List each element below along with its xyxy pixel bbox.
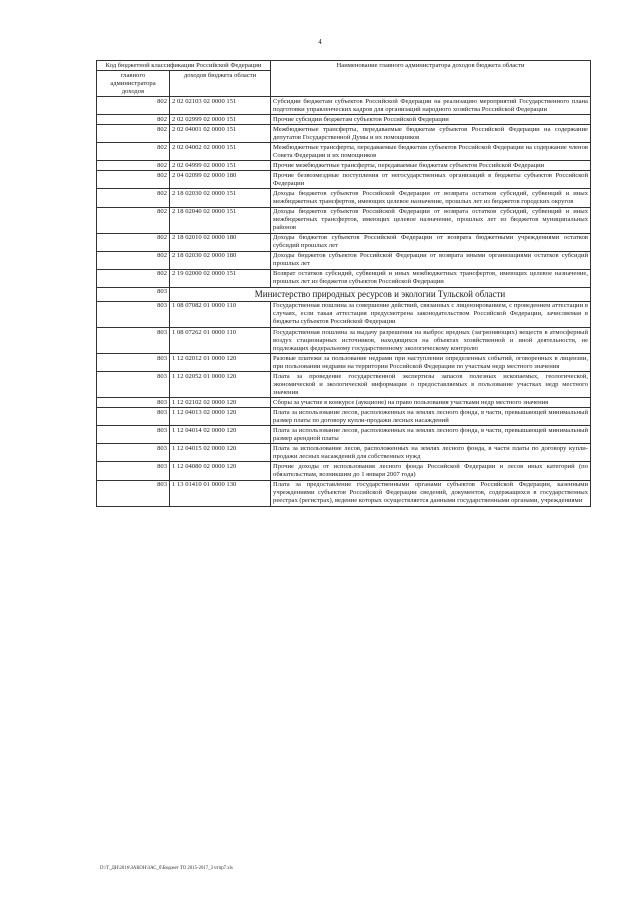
- table-row: [97, 301, 591, 327]
- table-row: [97, 372, 591, 398]
- admin-code-cell: 803: [97, 408, 170, 426]
- admin-code-cell: 802: [97, 171, 170, 189]
- name-cell: Доходы бюджетов субъектов Российской Федерации от возврата иными организациями остатков субсидий прошлых лет: [271, 251, 591, 269]
- table-row: [97, 189, 591, 207]
- admin-code-cell: 803: [97, 462, 170, 480]
- header-code-group: Код бюджетной классификации Российской Федерации: [97, 61, 271, 71]
- name-cell: Плата за использование лесов, расположенных на землях лесного фонда, в части, превышающей минимальный размер арендной платы: [271, 426, 591, 444]
- income-code-cell: 1 12 04080 02 0000 120: [170, 462, 271, 480]
- name-cell: Прочие безвозмездные поступления от негосударственных организаций в бюджеты субъектов Российской Федерации: [271, 171, 591, 189]
- admin-code-cell: 803: [97, 398, 170, 408]
- table-body-803: [97, 301, 591, 506]
- name-cell: Возврат остатков субсидий, субвенций и иных межбюджетных трансфертов, имеющих целевое назначение, прошлых лет из бюджетов субъектов Российской Федерации: [271, 269, 591, 287]
- table-row: [97, 480, 591, 506]
- income-code-cell: 1 08 07262 01 0000 110: [170, 328, 271, 354]
- admin-code-cell: 803: [97, 480, 170, 506]
- income-code-cell: 2 18 02030 02 0000 180: [170, 251, 271, 269]
- income-code-cell: 2 02 02999 02 0000 151: [170, 115, 271, 125]
- name-cell: Доходы бюджетов субъектов Российской Федерации от возврата остатков субсидий, субвенций и иных межбюджетных трансфертов, имеющих целевое назначение, прошлых лет из бюджетов муниципальных районов: [271, 207, 591, 233]
- income-code-cell: 2 19 02000 02 0000 151: [170, 269, 271, 287]
- income-code-cell: 1 12 02012 01 0000 120: [170, 354, 271, 372]
- name-cell: Государственная пошлина за совершение действий, связанных с лицензированием, с проведением аттестации в случаях, если такая аттестация предусмотрена законодательством Российской Федерации, зачисляемая в бюджеты субъектов Российской Федерации: [271, 301, 591, 327]
- income-code-cell: 2 18 02010 02 0000 180: [170, 233, 271, 251]
- name-cell: Доходы бюджетов субъектов Российской Федерации от возврата бюджетными учреждениями остатков субсидий прошлых лет: [271, 233, 591, 251]
- income-code-cell: 2 02 02103 02 0000 151: [170, 97, 271, 115]
- admin-code-cell: 802: [97, 125, 170, 143]
- table-row: [97, 207, 591, 233]
- ministry-section: [97, 287, 591, 301]
- page-number: 4: [318, 38, 322, 46]
- budget-table: [96, 60, 591, 507]
- table-row: [97, 251, 591, 269]
- income-code-cell: 1 12 02052 01 0000 120: [170, 372, 271, 398]
- name-cell: Межбюджетные трансферты, передаваемые бюджетам субъектов Российской Федерации на содержание членов Совета Федерации и их помощников: [271, 143, 591, 161]
- income-code-cell: 1 12 04015 02 0000 120: [170, 444, 271, 462]
- table-row: [97, 426, 591, 444]
- admin-code-cell: 802: [97, 251, 170, 269]
- file-path-footer: D:\Т_ДН\2016\ЗАКОН\ЗАС_б\Бюджет ТО 2015-2017_3 чтпр7.xls: [100, 866, 233, 871]
- ministry-admin: 803: [97, 287, 170, 301]
- income-code-cell: 2 02 04002 02 0000 151: [170, 143, 271, 161]
- name-cell: Плата за использование лесов, расположенных на землях лесного фонда, в части платы по договору купли-продажи лесных насаждений для собственных нужд: [271, 444, 591, 462]
- admin-code-cell: 803: [97, 328, 170, 354]
- table-row: [97, 143, 591, 161]
- admin-code-cell: 802: [97, 161, 170, 171]
- name-cell: Прочие доходы от использования лесного фонда Российской Федерации и лесов иных категорий (по обязательствам, возникшим до 1 января 2007 года): [271, 462, 591, 480]
- name-cell: Плата за предоставление государственными органами субъектов Российской Федерации, казенными учреждениями субъектов Российской Федерации сведений, документов, содержащихся в государственных реестрах (регистрах), ведение которых осуществляется данными государственными органами, учреждениями: [271, 480, 591, 506]
- income-code-cell: 1 13 01410 01 0000 130: [170, 480, 271, 506]
- name-cell: Государственная пошлина за выдачу разрешения на выброс вредных (загрязняющих) веществ в атмосферный воздух стационарных источников, находящихся на объектах хозяйственной и иной деятельности, не подлежащих федеральному государственному экологическому контролю: [271, 328, 591, 354]
- admin-code-cell: 802: [97, 143, 170, 161]
- admin-code-cell: 803: [97, 354, 170, 372]
- table-row: [97, 269, 591, 287]
- header-income: доходов бюджета области: [170, 71, 271, 97]
- name-cell: Доходы бюджетов субъектов Российской Федерации от возврата остатков субсидий, субвенций и иных межбюджетных трансфертов, имеющих целевое назначение, прошлых лет из бюджетов городских округов: [271, 189, 591, 207]
- income-code-cell: 2 02 04999 02 0000 151: [170, 161, 271, 171]
- name-cell: Прочие межбюджетные трансферты, передаваемые бюджетам субъектов Российской Федерации: [271, 161, 591, 171]
- income-code-cell: 2 02 04001 02 0000 151: [170, 125, 271, 143]
- name-cell: Межбюджетные трансферты, передаваемые бюджетам субъектов Российской Федерации на содержание депутатов Государственной Думы и их помощников: [271, 125, 591, 143]
- admin-code-cell: 802: [97, 115, 170, 125]
- income-code-cell: 1 08 07082 01 0000 110: [170, 301, 271, 327]
- income-code-cell: 1 12 04014 02 0000 120: [170, 426, 271, 444]
- admin-code-cell: 803: [97, 372, 170, 398]
- admin-code-cell: 802: [97, 189, 170, 207]
- admin-code-cell: 802: [97, 269, 170, 287]
- name-cell: Сборы за участие в конкурсе (аукционе) на право пользования участками недр местного значения: [271, 398, 591, 408]
- income-code-cell: 2 18 02040 02 0000 151: [170, 207, 271, 233]
- ministry-row: [97, 287, 591, 301]
- table-row: [97, 161, 591, 171]
- admin-code-cell: 802: [97, 207, 170, 233]
- name-cell: Плата за использование лесов, расположенных на землях лесного фонда, в части, превышающей минимальный размер платы по договору купли-продажи лесных насаждений: [271, 408, 591, 426]
- admin-code-cell: 803: [97, 301, 170, 327]
- table-row: [97, 97, 591, 115]
- income-code-cell: 1 12 04013 02 0000 120: [170, 408, 271, 426]
- admin-code-cell: 802: [97, 233, 170, 251]
- admin-code-cell: 802: [97, 97, 170, 115]
- admin-code-cell: 803: [97, 426, 170, 444]
- table-row: [97, 125, 591, 143]
- name-cell: Прочие субсидии бюджетам субъектов Российской Федерации: [271, 115, 591, 125]
- table-row: [97, 444, 591, 462]
- income-code-cell: 2 18 02030 02 0000 151: [170, 189, 271, 207]
- name-cell: Субсидии бюджетам субъектов Российской Федерации на реализацию мероприятий Государственного плана подготовки управленческих кадров для организаций народного хозяйства Российской Федерации: [271, 97, 591, 115]
- name-cell: Плата за проведение государственной экспертизы запасов полезных ископаемых, геологической, экономической и экологической информации о предоставляемых в пользование участках недр местного значения: [271, 372, 591, 398]
- admin-code-cell: 803: [97, 444, 170, 462]
- header-admin: главного администратора доходов: [97, 71, 170, 97]
- table-row: [97, 328, 591, 354]
- income-code-cell: 2 04 02099 02 0000 180: [170, 171, 271, 189]
- table-body-802: [97, 97, 591, 288]
- ministry-name: Министерство природных ресурсов и экологии Тульской области: [170, 287, 591, 301]
- table-row: [97, 462, 591, 480]
- table-row: [97, 408, 591, 426]
- table-row: [97, 115, 591, 125]
- table-row: [97, 171, 591, 189]
- header-row-1: [97, 61, 591, 71]
- table-row: [97, 354, 591, 372]
- header-name: Наименование главного администратора доходов бюджета области: [271, 61, 591, 97]
- table-row: [97, 233, 591, 251]
- income-code-cell: 1 12 02102 02 0000 120: [170, 398, 271, 408]
- table-row: [97, 398, 591, 408]
- name-cell: Разовые платежи за пользование недрами при наступлении определенных событий, оговоренных в лицензии, при пользовании недрами на территории Российской Федерации по участкам недр местного значения: [271, 354, 591, 372]
